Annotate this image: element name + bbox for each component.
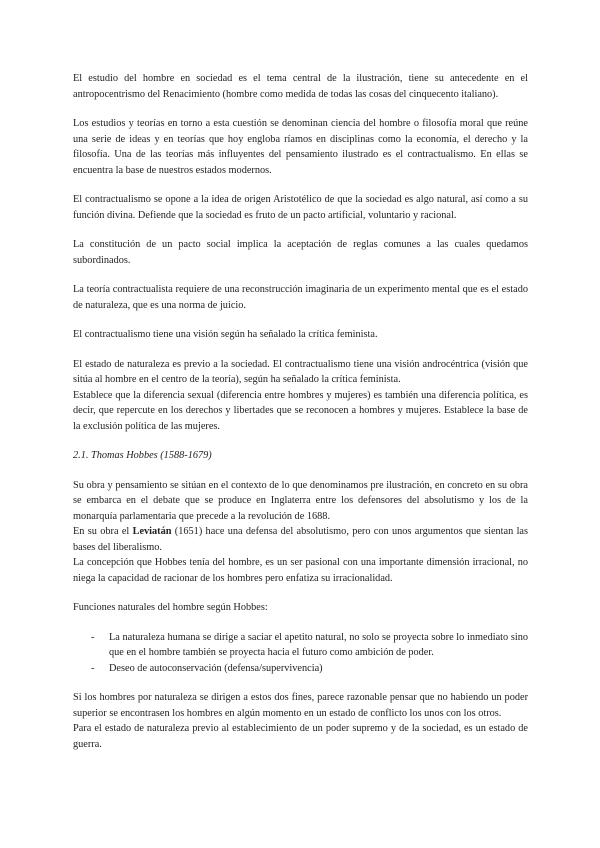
leviatan-title: Leviatán: [132, 526, 172, 537]
list-item: [73, 661, 528, 677]
paragraph-ilustracion: El estudio del hombre en sociedad es el tema central de la ilustración, tiene su antecedente en el antropocentrismo del Renacimiento (hombre como medida de todas las cosas del cinquecento italiano).: [73, 73, 528, 100]
functions-list: [73, 630, 528, 677]
list-item: [73, 630, 528, 661]
paragraph-leviatan: [73, 524, 528, 555]
paragraph-vision-feminista: El contractualismo tiene una visión según ha señalado la crítica feminista.: [73, 329, 378, 340]
paragraph-conflicto: Si los hombres por naturaleza se dirigen a estos dos fines, parece razonable pensar que no habiendo un poder superior se encontrasen los hombres en algún momento en un estado de conflicto los unos con los otros.: [73, 692, 528, 719]
paragraph-teoria-contractualista: La teoría contractualista requiere de una reconstrucción imaginaria de un experimento mental que es el estado de naturaleza, que es una norma de juicio.: [73, 284, 528, 311]
leviatan-text-end: (1651) hace una defensa del absolutismo, pero con unos argumentos que sientan las bases del liberalismo.: [73, 526, 529, 553]
paragraph-concepcion-hombre: La concepción que Hobbes tenía del hombre, es un ser pasional con una importante dimensión irracional, no niega la capacidad de racionar de los hombres pero enfatiza su irracionalidad.: [73, 557, 528, 584]
leviatan-text-start: En su obra el: [73, 526, 133, 537]
list-item-text: Deseo de autoconservación (defensa/supervivencia): [109, 662, 323, 674]
list-dash: -: [91, 631, 95, 643]
document-page: [73, 71, 528, 766]
list-item-text: La naturaleza humana se dirige a saciar el apetito natural, no solo se proyecta sobre lo inmediato sino que en el hombre también se proyecta hacia el futuro como ambición de poder.: [109, 631, 528, 658]
paragraph-pacto-social: La constitución de un pacto social implica la aceptación de reglas comunes a las cuales quedamos subordinados.: [73, 239, 528, 266]
section-heading-hobbes: 2.1. Thomas Hobbes (1588-1679): [73, 450, 212, 461]
paragraph-contractualismo: El contractualismo se opone a la idea de origen Aristotélico de que la sociedad es algo natural, así como a su función divina. Defiende que la sociedad es fruto de un pacto artificial, voluntario y racional.: [73, 194, 528, 221]
paragraph-hobbes-contexto: Su obra y pensamiento se sitúan en el contexto de lo que denominamos pre ilustración, en concreto en su obra se embarca en el debate que se produce en Inglaterra entre los defensores del absolutismo y los de la monarquía parlamentaria que precede a la revolución de 1688.: [73, 479, 528, 522]
paragraph-estado-naturaleza: El estado de naturaleza es previo a la sociedad. El contractualismo tiene una visión androcéntrica (visión que sitúa al hombre en el centro de la teoría), según ha señalado la crítica feminista.: [73, 358, 528, 385]
paragraph-ciencia-del-hombre: Los estudios y teorías en torno a esta cuestión se denominan ciencia del hombre o filosofía moral que reúne una serie de ideas y en teorías que hoy engloba ríamos en disciplinas como la economía, el derecho y la filosofía. Una de las teorías más influyentes del pensamiento ilustrado es el contractualismo. En ellas se encuentra la base de nuestros estados modernos.: [73, 118, 528, 176]
paragraph-estado-de-guerra: Para el estado de naturaleza previo al establecimiento de un poder supremo y de la sociedad, es un estado de guerra.: [73, 723, 528, 750]
functions-title: Funciones naturales del hombre según Hobbes:: [73, 602, 268, 613]
list-dash: -: [91, 662, 95, 674]
paragraph-diferencia-sexual: Establece que la diferencia sexual (diferencia entre hombres y mujeres) es también una diferencia política, es decir, que repercute en los derechos y libertades que se reconocen a hombres y mujeres. Establece la base de la exclusión política de las mujeres.: [73, 389, 528, 432]
